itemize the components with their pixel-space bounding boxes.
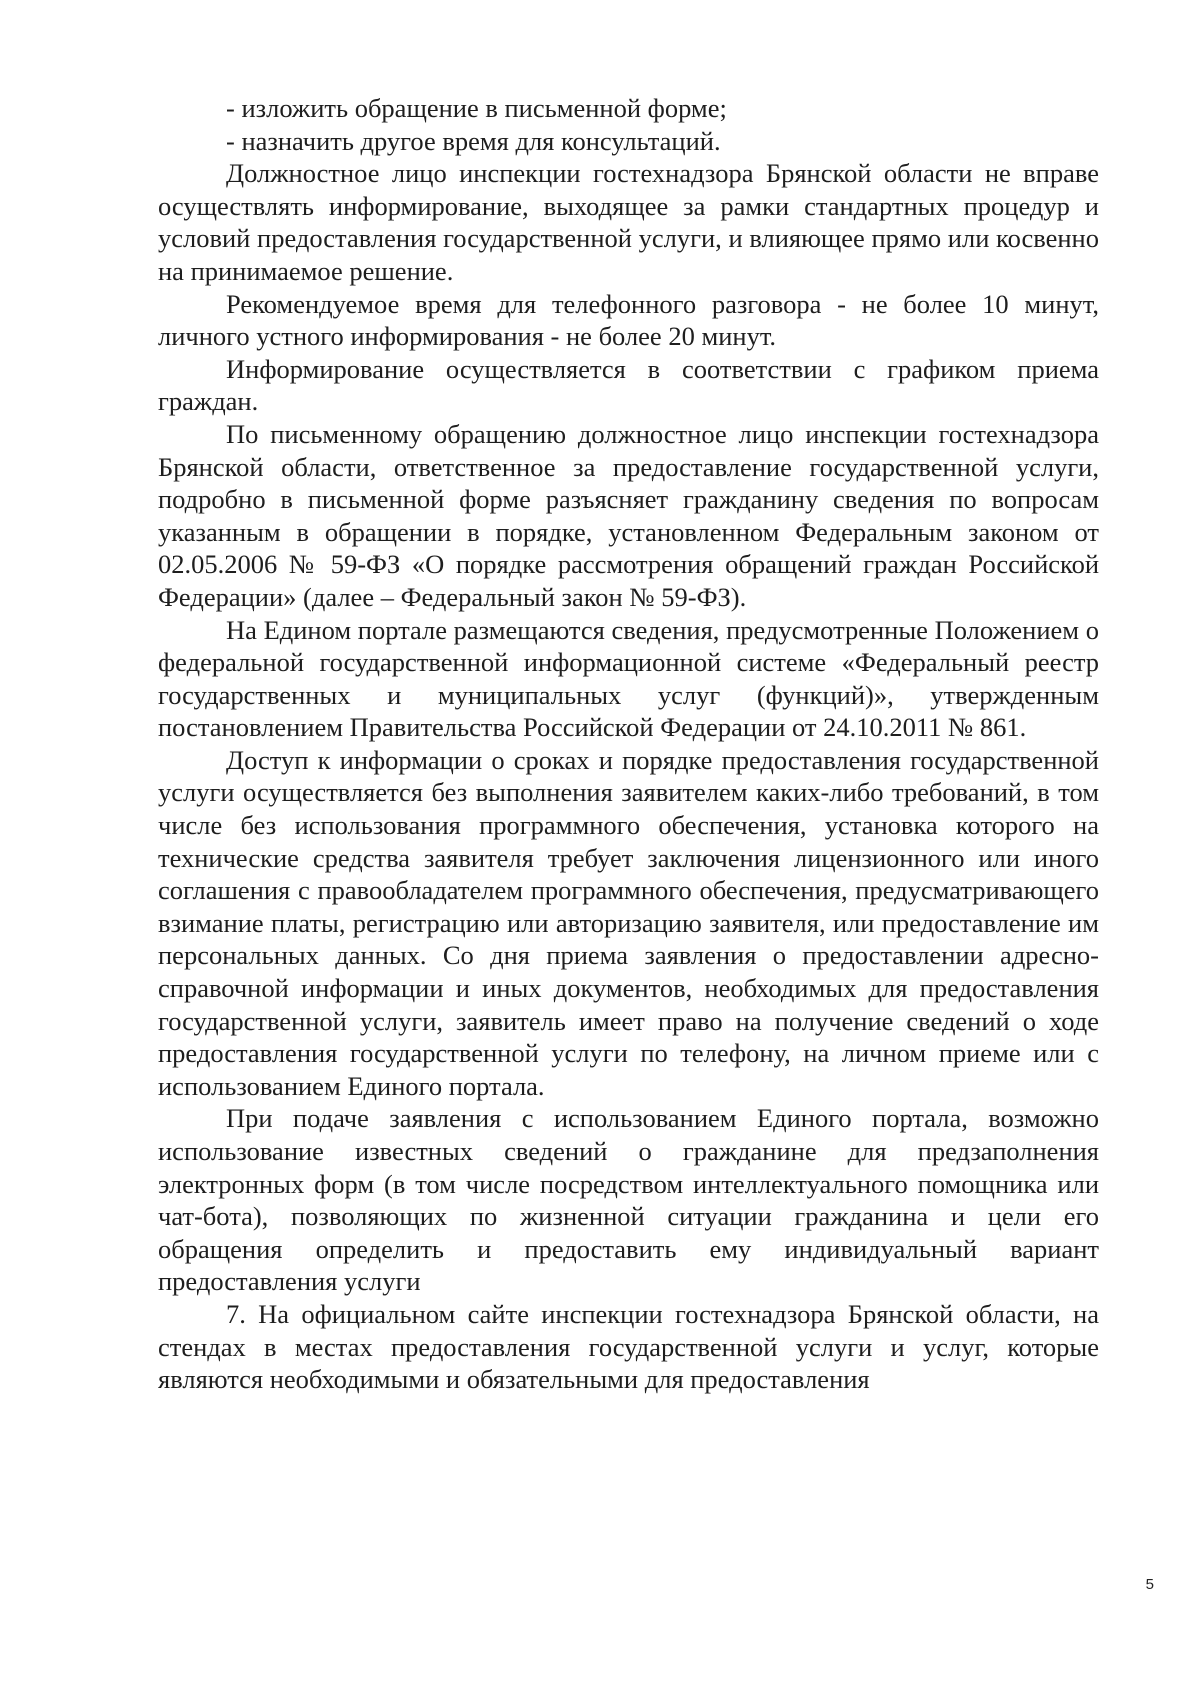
paragraph-official-restrictions: Должностное лицо инспекции гостехнадзора Брянской области не вправе осуществлять информирование, выходящее за рамки стандартных процедур и условий предоставления государственной услуги, и влияющее прямо или косвенно на принимаемое решение. — [158, 158, 1099, 286]
paragraph-recommended-time: Рекомендуемое время для телефонного разговора - не более 10 минут, личного устного информирования - не более 20 минут. — [158, 288, 1099, 352]
list-item-written-form: - изложить обращение в письменной форме; — [226, 93, 727, 123]
list-item-other-time: - назначить другое время для консультаций. — [226, 125, 721, 156]
document-body — [158, 92, 1099, 1396]
paragraph-unified-portal: На Едином портале размещаются сведения, предусмотренные Положением о федеральной государственной информационной системе «Федеральный реестр государственных и муниципальных услуг (функций)», утвержденным постановлением Правительства Российской Федерации от 24.10.2011 № 861. — [158, 614, 1099, 743]
paragraph-section-7: 7. На официальном сайте инспекции гостехнадзора Брянской области, на стендах в местах предоставления государственной услуги и услуг, которые являются необходимыми и обязательными для предоставления — [158, 1298, 1099, 1395]
page-number: 5 — [1145, 1576, 1154, 1593]
paragraph-reception-schedule: Информирование осуществляется в соответствии с графиком приема граждан. — [158, 353, 1099, 417]
paragraph-portal-application: При подаче заявления с использованием Единого портала, возможно использование известных сведений о гражданине для предзаполнения электронных форм (в том числе посредством интеллектуального помощника или чат-бота), позволяющих по жизненной ситуации гражданина и цели его обращения определить и предоставить ему индивидуальный вариант предоставления услуги — [158, 1103, 1099, 1297]
paragraph-written-request: По письменному обращению должностное лицо инспекции гостехнадзора Брянской области, ответственное за предоставление государственной услуги, подробно в письменной форме разъясняет гражданину сведения по вопросам указанным в обращении в порядке, установленном Федеральным законом от 02.05.2006 № 59-ФЗ «О порядке рассмотрения обращений граждан Российской Федерации» (далее – Федеральный закон № 59-ФЗ). — [158, 418, 1099, 612]
paragraph-access-to-information: Доступ к информации о сроках и порядке предоставления государственной услуги осуществляется без выполнения заявителем каких-либо требований, в том числе без использования программного обеспечения, установка которого на технические средства заявителя требует заключения лицензионного или иного соглашения с правообладателем программного обеспечения, предусматривающего взимание платы, регистрацию или авторизацию заявителя, или предоставление им персональных данных. Со дня приема заявления о предоставлении адресно-справочной информации и иных документов, необходимых для предоставления государственной услуги, заявитель имеет право на получение сведений о ходе предоставления государственной услуги по телефону, на личном приеме или с использованием Единого портала. — [158, 744, 1099, 1101]
